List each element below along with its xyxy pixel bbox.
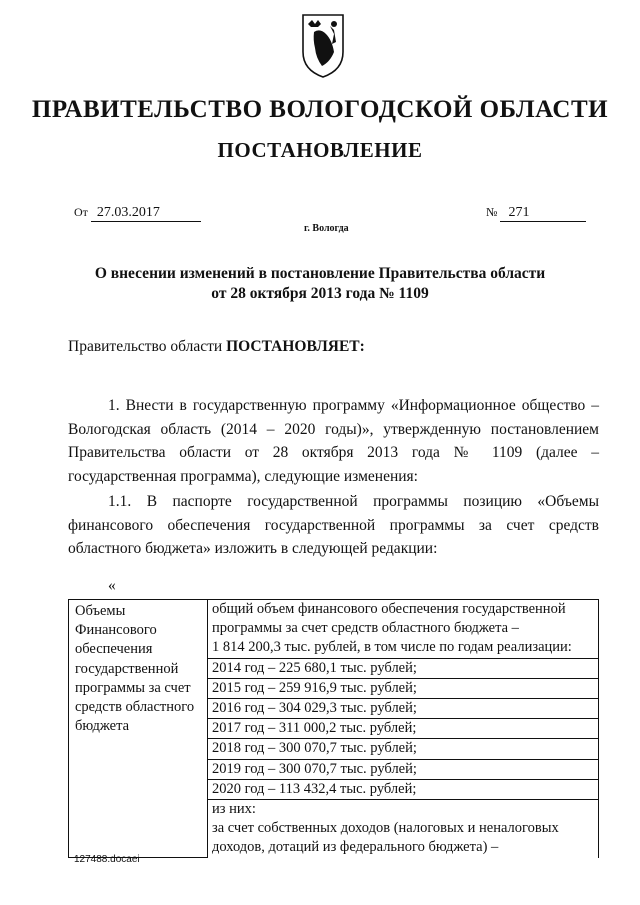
table-line: из них: <box>212 801 256 818</box>
document-type: ПОСТАНОВЛЕНИЕ <box>217 138 423 162</box>
table-line: 2016 год – 304 029,3 тыс. рублей; <box>208 699 598 719</box>
city: г. Вологда <box>304 223 349 234</box>
subject-line-2: от 28 октября 2013 года № 1109 <box>211 285 429 302</box>
date-value: 27.03.2017 <box>91 205 201 222</box>
preamble <box>68 338 365 356</box>
table-line: 2014 год – 225 680,1 тыс. рублей; <box>208 659 598 679</box>
table-line: 2018 год – 300 070,7 тыс. рублей; <box>208 739 598 759</box>
table-line: общий объем финансового обеспечения государственной программы за счет средств областного бюджета – <box>212 601 566 637</box>
paragraph-1: 1. Внести в государственную программу «Информационное общество – Вологодская область (2014 – 2020 годы)», утвержденную постановлением Правительства области от 28 октября 2013 года № 1109 (далее – государственная программа), следующие изменения: <box>68 397 599 485</box>
table-line: 2019 год – 300 070,7 тыс. рублей; <box>208 760 598 780</box>
preamble-text: Правительство области <box>68 338 227 355</box>
number-label: № <box>486 205 498 219</box>
paragraph-1-1: 1.1. В паспорте государственной программы позицию «Объемы финансового обеспечения государственной программы за счет средств областного бюджета» изложить в следующей редакции: <box>68 493 599 557</box>
preamble-bold: ПОСТАНОВЛЯЕТ: <box>226 338 365 355</box>
table-line: 2015 год – 259 916,9 тыс. рублей; <box>208 679 598 699</box>
table-cell-label: Объемы Финансового обеспечения государственной программы за счет средств областного бюджета <box>69 600 208 858</box>
government-title: ПРАВИТЕЛЬСТВО ВОЛОГОДСКОЙ ОБЛАСТИ <box>31 96 609 123</box>
document-subject <box>0 264 640 304</box>
passport-table <box>68 599 599 858</box>
date-label: От <box>74 205 88 219</box>
number-field <box>486 205 586 222</box>
table-line: за счет собственных доходов (налоговых и неналоговых доходов, дотаций из федерального бюджета) – <box>212 820 559 856</box>
subject-line-1: О внесении изменений в постановление Правительства области <box>94 265 546 282</box>
number-value: 271 <box>500 205 586 222</box>
table-line: 2017 год – 311 000,2 тыс. рублей; <box>208 719 598 739</box>
coat-of-arms-icon <box>300 12 346 80</box>
table-line: 2020 год – 113 432,4 тыс. рублей; <box>208 780 598 800</box>
table-row <box>69 600 599 858</box>
table-line: 1 814 200,3 тыс. рублей, в том числе по годам реализации: <box>208 638 598 658</box>
file-id: 127488.docaei <box>74 854 140 865</box>
table-cell-values <box>208 600 599 858</box>
quote-open: « <box>108 577 116 594</box>
date-field <box>74 205 201 222</box>
